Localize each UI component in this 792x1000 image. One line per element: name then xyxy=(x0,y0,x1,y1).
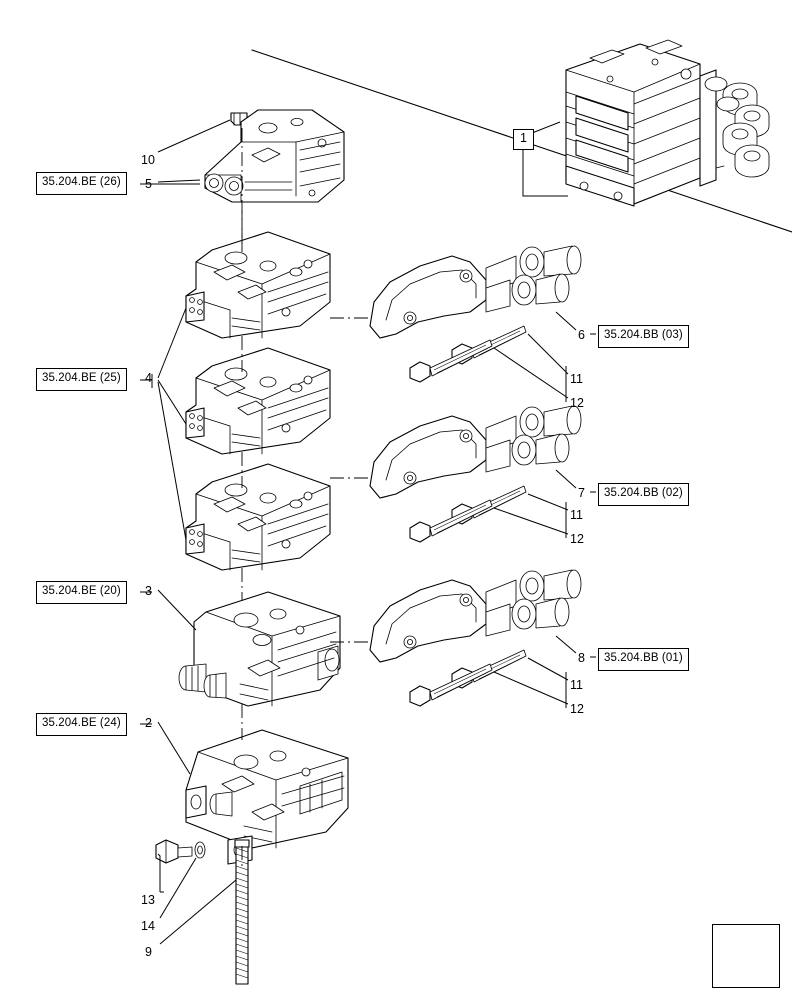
valve-section-5 xyxy=(205,110,344,202)
assembly-complete-valve-stack xyxy=(523,40,769,206)
callout-9: 9 xyxy=(145,945,152,959)
bolt-12-top xyxy=(410,340,492,382)
callout-10: 10 xyxy=(141,153,155,167)
bolt-12-bottom xyxy=(410,664,492,706)
orientation-mark-box xyxy=(712,924,780,988)
fitting-13-and-oring-14 xyxy=(156,840,205,863)
callout-12-top: 12 xyxy=(570,396,584,410)
coupler-arm-8 xyxy=(370,570,581,706)
callout-13: 13 xyxy=(141,893,155,907)
reference-box-35-204-be-25[interactable]: 35.204.BE (25) xyxy=(36,368,127,391)
coupler-arm-7 xyxy=(370,406,581,542)
reference-box-35-204-be-20[interactable]: 35.204.BE (20) xyxy=(36,581,127,604)
callout-12-bottom: 12 xyxy=(570,702,584,716)
callout-11-bottom: 11 xyxy=(570,678,583,692)
callout-3: 3 xyxy=(145,584,152,598)
callout-4: 4 xyxy=(145,371,152,385)
reference-box-35-204-be-26[interactable]: 35.204.BE (26) xyxy=(36,172,127,195)
valve-section-3 xyxy=(179,592,340,706)
callout-7: 7 xyxy=(578,486,585,500)
callout-8: 8 xyxy=(578,651,585,665)
callout-12-middle: 12 xyxy=(570,532,584,546)
reference-box-35-204-bb-02[interactable]: 35.204.BB (02) xyxy=(598,483,689,506)
valve-section-4-upper xyxy=(186,232,330,338)
callout-11-middle: 11 xyxy=(570,508,583,522)
callout-5: 5 xyxy=(145,177,152,191)
reference-box-35-204-be-24[interactable]: 35.204.BE (24) xyxy=(36,713,127,736)
callout-14: 14 xyxy=(141,919,155,933)
valve-section-4-lower xyxy=(186,464,330,570)
coupler-arm-6 xyxy=(370,246,581,382)
valve-section-2 xyxy=(186,730,348,864)
callout-6: 6 xyxy=(578,328,585,342)
tie-rod-9 xyxy=(235,840,249,984)
bolt-12-middle xyxy=(410,500,492,542)
item-number-box-1[interactable]: 1 xyxy=(513,129,534,150)
callout-2: 2 xyxy=(145,716,152,730)
valve-section-4-middle xyxy=(186,348,330,454)
callout-11-top: 11 xyxy=(570,372,583,386)
reference-box-35-204-bb-01[interactable]: 35.204.BB (01) xyxy=(598,648,689,671)
reference-box-35-204-bb-03[interactable]: 35.204.BB (03) xyxy=(598,325,689,348)
